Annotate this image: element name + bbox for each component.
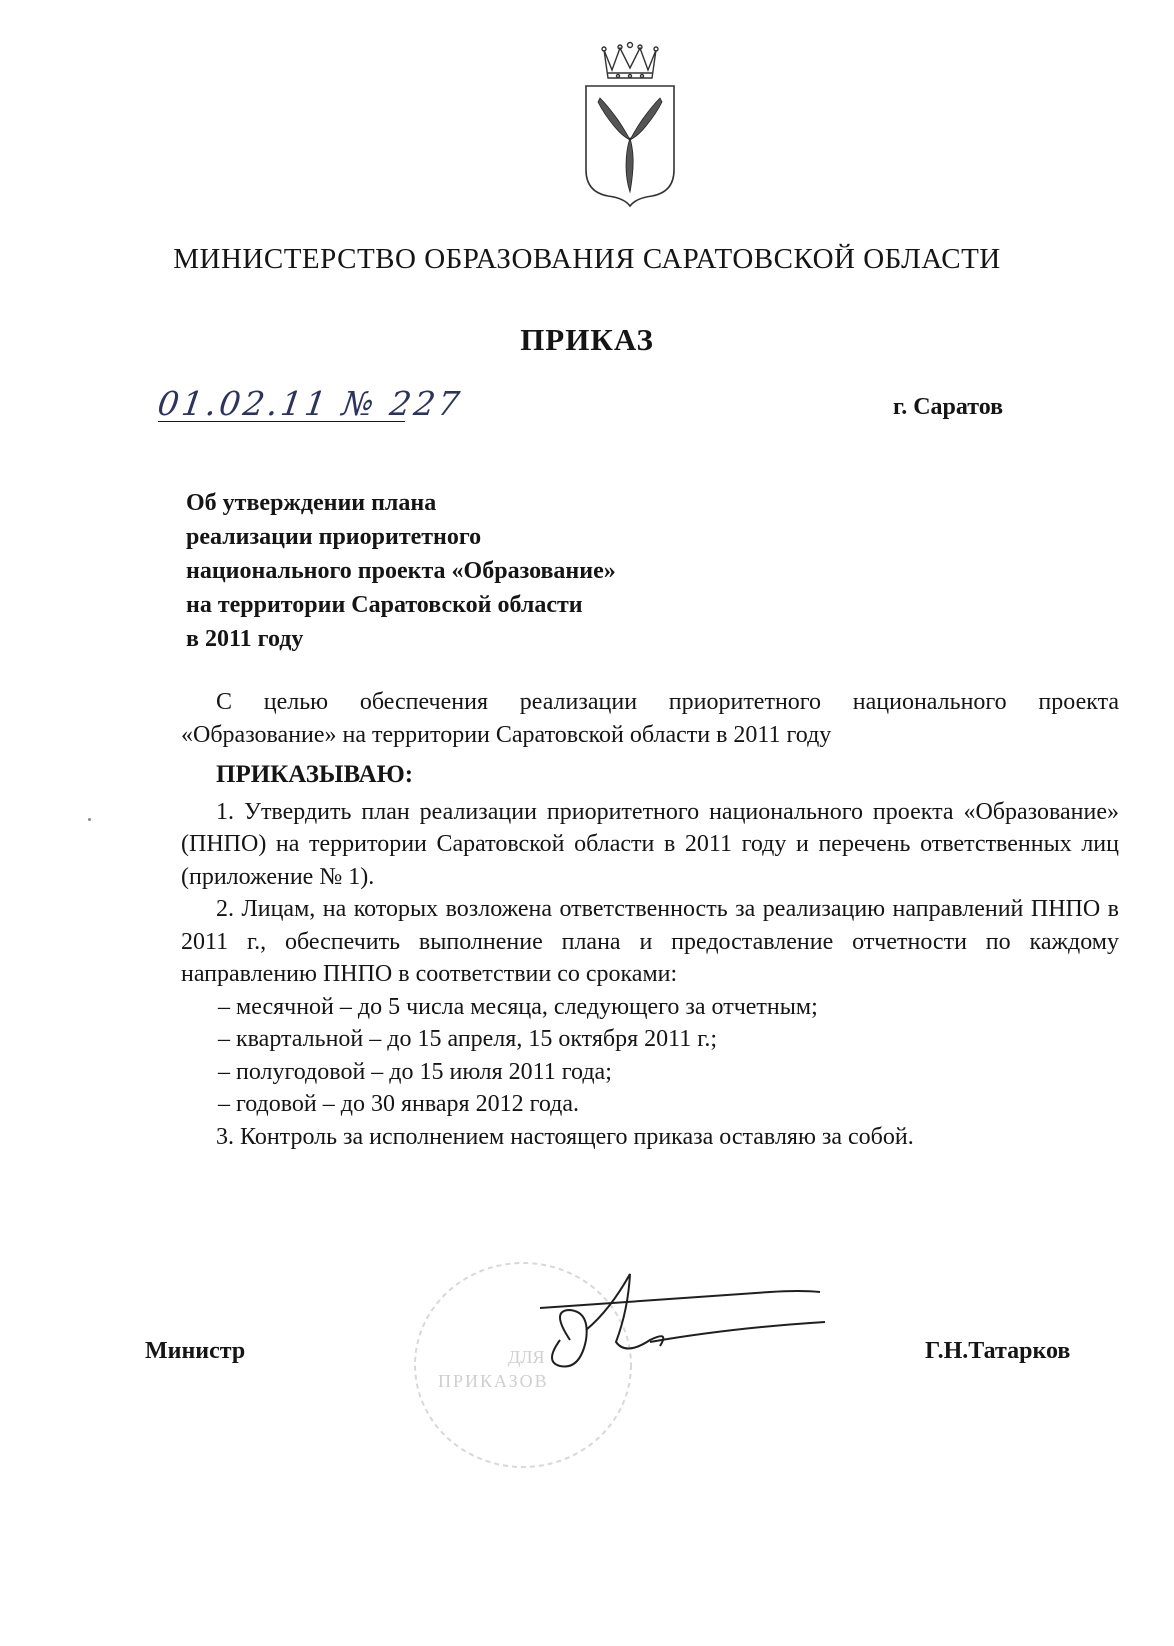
- subject-line: на территории Саратовской области: [186, 592, 583, 618]
- order-subject: [186, 486, 616, 656]
- subject-line: национального проекта «Образование»: [186, 558, 616, 584]
- handwritten-signature-icon: [530, 1270, 830, 1380]
- deadline-item: – полугодовой – до 15 июля 2011 года;: [218, 1058, 612, 1085]
- stamp-text: ПРИКАЗОВ: [438, 1371, 549, 1391]
- subject-line: в 2011 году: [186, 626, 304, 652]
- signatory-name: Г.Н.Татарков: [925, 1338, 1071, 1364]
- document-title: ПРИКАЗ: [520, 322, 654, 357]
- order-body: [181, 686, 1119, 1153]
- deadline-item: – квартальной – до 15 апреля, 15 октября 2011 г.;: [218, 1026, 718, 1052]
- city: г. Саратов: [893, 394, 1004, 420]
- stamp-text: ДЛЯ: [508, 1347, 545, 1367]
- subject-line: реализации приоритетного: [186, 524, 482, 550]
- order-item-3: 3. Контроль за исполнением настоящего приказа оставляю за собой.: [216, 1123, 914, 1150]
- handwritten-date-and-number: 01.02.11 № 227: [155, 384, 465, 423]
- preamble: С целью обеспечения реализации приоритетного национального проекта «Образование» на территории Саратовской области в 2011 году: [181, 689, 1119, 748]
- order-item-1: 1. Утвердить план реализации приоритетного национального проекта «Образование» (ПНПО) на территории Саратовской области в 2011 году и перечень ответственных лиц (приложение № 1).: [181, 798, 1119, 890]
- saratov-coat-of-arms-icon: [578, 40, 682, 210]
- scan-speck: [88, 818, 91, 821]
- deadline-item: – годовой – до 30 января 2012 года.: [218, 1091, 579, 1117]
- signatory-position: Министр: [145, 1338, 246, 1364]
- ministry-name: МИНИСТЕРСТВО ОБРАЗОВАНИЯ САРАТОВСКОЙ ОБЛАСТИ: [173, 243, 1001, 275]
- subject-line: Об утверждении плана: [186, 490, 437, 516]
- date-underline: [158, 421, 405, 422]
- deadline-item: – месячной – до 5 числа месяца, следующего за отчетным;: [218, 993, 818, 1020]
- order-word: ПРИКАЗЫВАЮ:: [216, 761, 414, 788]
- order-item-2: 2. Лицам, на которых возложена ответственность за реализацию направлений ПНПО в 2011 г., обеспечить выполнение плана и предоставление отчетности по каждому направлению ПНПО в соответствии со сроками:: [181, 896, 1119, 987]
